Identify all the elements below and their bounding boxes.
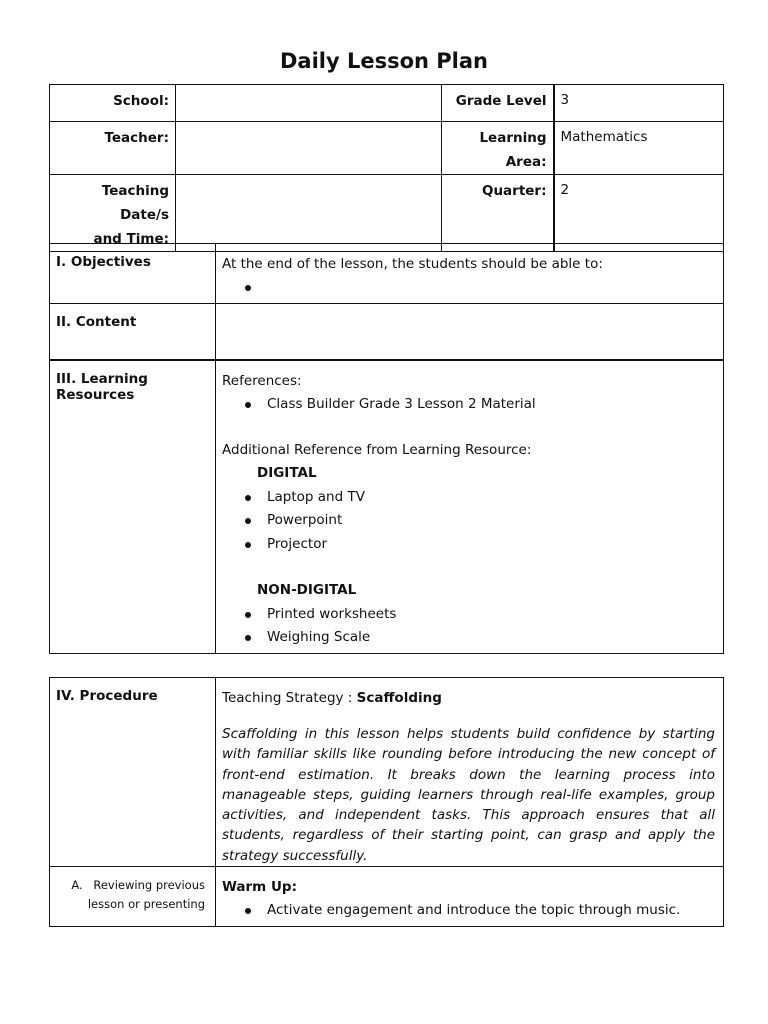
- digital-list: [222, 486, 717, 557]
- learning-resources-label: III. Learning Resources: [50, 360, 216, 654]
- strategy-description: Scaffolding in this lesson helps students build confidence by starting with familiar skills like rounding before introducing the new concept of front-end estimation. It breaks down the learning process into manageable steps, guiding learners through real-life examples, group activities, and independent tasks. This approach ensures that all students, regardless of their starting point, can grasp and apply the strategy successfully.: [222, 726, 715, 864]
- content-cell[interactable]: [216, 304, 724, 360]
- procedure-cell[interactable]: [216, 678, 724, 867]
- non-digital-list: [222, 603, 717, 650]
- objectives-intro: At the end of the lesson, the students should be able to:: [222, 256, 603, 272]
- digital-heading: DIGITAL: [257, 465, 317, 481]
- step-a-label-line2: lesson or presenting: [87, 896, 205, 911]
- warm-up-heading: Warm Up:: [222, 879, 297, 896]
- grade-level-field[interactable]: 3: [554, 85, 724, 122]
- list-item: Weighing Scale: [222, 626, 717, 650]
- teaching-strategy-prefix: Teaching Strategy :: [222, 690, 357, 706]
- learning-area-label: Learning Area:: [442, 122, 554, 175]
- objectives-label: I. Objectives: [50, 244, 216, 304]
- teaching-date-field[interactable]: [176, 175, 442, 252]
- teaching-date-label: [50, 175, 176, 252]
- page-title: Daily Lesson Plan: [279, 49, 489, 73]
- list-item: Printed worksheets: [222, 603, 717, 627]
- teaching-strategy-name: Scaffolding: [356, 690, 442, 706]
- teaching-strategy-line: [222, 687, 717, 710]
- learning-area-field[interactable]: Mathematics: [554, 122, 724, 175]
- teaching-date-label-line1: Teaching Date/s: [101, 183, 169, 223]
- step-a-label-line1: Reviewing previous: [93, 878, 205, 893]
- procedure-table: [49, 677, 724, 927]
- list-item: Powerpoint: [222, 509, 717, 533]
- step-a-letter: A.: [71, 878, 83, 893]
- teacher-field[interactable]: [176, 122, 442, 175]
- step-a-label: [50, 867, 216, 927]
- grade-level-label: Grade Level: [442, 85, 554, 122]
- content-label: II. Content: [50, 304, 216, 360]
- warm-up-list: [222, 899, 717, 923]
- list-item: Class Builder Grade 3 Lesson 2 Material: [222, 393, 717, 417]
- additional-reference-label: Additional Reference from Learning Resource:: [222, 442, 532, 458]
- quarter-label: Quarter:: [442, 175, 554, 252]
- school-label: School:: [50, 85, 176, 122]
- list-item: Activate engagement and introduce the topic through music.: [222, 899, 717, 923]
- references-label: References:: [222, 372, 302, 389]
- learning-resources-cell[interactable]: [216, 360, 724, 654]
- warm-up-cell[interactable]: [216, 867, 724, 927]
- school-field[interactable]: [176, 85, 442, 122]
- quarter-field[interactable]: 2: [554, 175, 724, 252]
- references-list: [222, 393, 717, 417]
- list-item: Laptop and TV: [222, 486, 717, 510]
- objectives-cell[interactable]: [216, 244, 724, 304]
- lesson-sections-table: [49, 243, 724, 654]
- non-digital-heading: NON-DIGITAL: [257, 582, 357, 598]
- teaching-date-label-line2: and Time:: [93, 231, 169, 247]
- header-info-table: [49, 84, 724, 252]
- list-item: Projector: [222, 533, 717, 557]
- teacher-label: Teacher:: [50, 122, 176, 175]
- procedure-label: IV. Procedure: [50, 678, 216, 867]
